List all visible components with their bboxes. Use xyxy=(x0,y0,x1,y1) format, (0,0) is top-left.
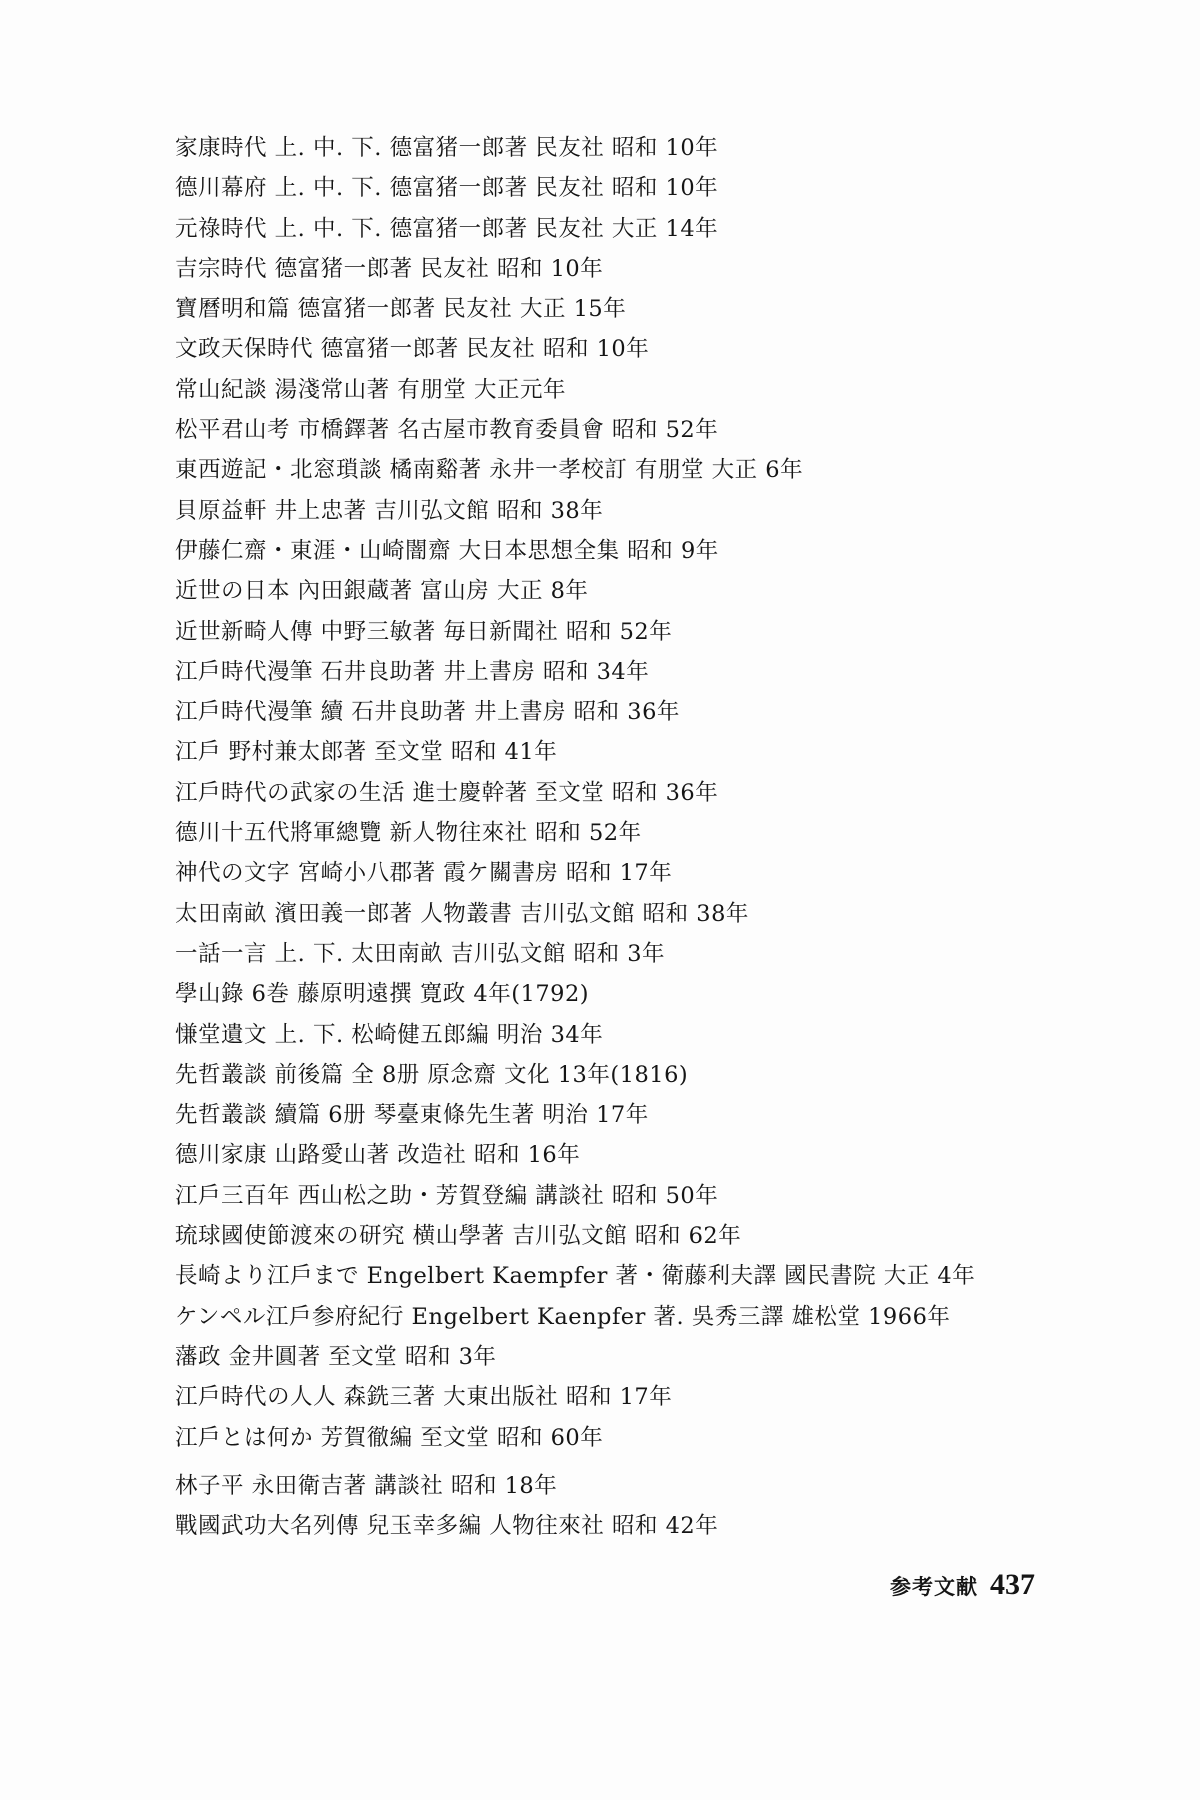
bibliography-entry: 太田南畝 濱田義一郎著 人物叢書 吉川弘文館 昭和 38年 xyxy=(175,900,749,927)
bibliography-entry: 貝原益軒 井上忠著 吉川弘文館 昭和 38年 xyxy=(175,497,604,524)
bibliography-entry: 東西遊記・北窓瑣談 橘南谿著 永井一孝校訂 有朋堂 大正 6年 xyxy=(175,457,804,484)
bibliography-entry: 德川十五代將軍總覽 新人物往來社 昭和 52年 xyxy=(175,820,642,847)
bibliography-list xyxy=(175,128,1075,1546)
bibliography-entry: 一話一言 上. 下. 太田南畝 吉川弘文館 昭和 3年 xyxy=(175,940,666,967)
bibliography-entry: 神代の文字 宮崎小八郡著 霞ケ關書房 昭和 17年 xyxy=(175,860,673,887)
bibliography-entry: 寶曆明和篇 德富猪一郎著 民友社 大正 15年 xyxy=(175,296,627,323)
bibliography-entry: 江戶時代漫筆 石井良助著 井上書房 昭和 34年 xyxy=(175,658,650,685)
bibliography-entry: 先哲叢談 續篇 6册 琴臺東條先生著 明治 17年 xyxy=(175,1102,649,1129)
bibliography-entry: 江戶時代の人人 森銑三著 大東出版社 昭和 17年 xyxy=(175,1384,673,1411)
bibliography-entry: 戰國武功大名列傳 兒玉幸多編 人物往來社 昭和 42年 xyxy=(175,1513,719,1540)
bibliography-entry: 常山紀談 湯淺常山著 有朋堂 大正元年 xyxy=(175,376,566,403)
bibliography-entry: 慊堂遺文 上. 下. 松崎健五郎編 明治 34年 xyxy=(175,1021,604,1048)
bibliography-entry: 琉球國使節渡來の研究 横山學著 吉川弘文館 昭和 62年 xyxy=(175,1223,742,1250)
bibliography-entry: 學山錄 6巻 藤原明遠撰 寛政 4年(1792) xyxy=(175,981,590,1008)
bibliography-entry: 伊藤仁齋・東涯・山崎闇齋 大日本思想全集 昭和 9年 xyxy=(175,537,719,564)
bibliography-entry: 江戶 野村兼太郎著 至文堂 昭和 41年 xyxy=(175,739,558,766)
bibliography-entry: 藩政 金井圓著 至文堂 昭和 3年 xyxy=(175,1343,497,1370)
bibliography-entry: 德川幕府 上. 中. 下. 德富猪一郎著 民友社 昭和 10年 xyxy=(175,175,719,202)
bibliography-entry: 吉宗時代 德富猪一郎著 民友社 昭和 10年 xyxy=(175,255,604,282)
bibliography-entry: 德川家康 山路愛山著 改造社 昭和 16年 xyxy=(175,1142,581,1169)
section-title: 参考文献 xyxy=(890,1574,978,1599)
bibliography-entry: 長崎より江戶まで Engelbert Kaempfer 著・衛藤利夫譯 國民書院 大正 4年 xyxy=(175,1263,976,1290)
bibliography-entry: 先哲叢談 前後篇 全 8册 原念齋 文化 13年(1816) xyxy=(175,1061,689,1088)
bibliography-entry: 近世の日本 內田銀蔵著 富山房 大正 8年 xyxy=(175,578,589,605)
bibliography-entry: 江戶とは何か 芳賀徹編 至文堂 昭和 60年 xyxy=(175,1424,604,1451)
bibliography-entry: 江戶三百年 西山松之助・芳賀登編 講談社 昭和 50年 xyxy=(175,1182,719,1209)
bibliography-entry: 文政天保時代 德富猪一郎著 民友社 昭和 10年 xyxy=(175,336,650,363)
bibliography-entry: 家康時代 上. 中. 下. 德富猪一郎著 民友社 昭和 10年 xyxy=(175,135,719,161)
bibliography-entry: 江戶時代漫筆 續 石井良助著 井上書房 昭和 36年 xyxy=(175,699,680,726)
page-footer xyxy=(890,1568,1035,1602)
bibliography-entry: 近世新畸人傳 中野三敏著 毎日新聞社 昭和 52年 xyxy=(175,618,673,645)
page-number: 437 xyxy=(990,1568,1035,1601)
bibliography-entry: 林子平 永田衛吉著 講談社 昭和 18年 xyxy=(175,1472,558,1499)
bibliography-entry: 江戶時代の武家の生活 進士慶幹著 至文堂 昭和 36年 xyxy=(175,779,719,806)
bibliography-entry: 松平君山考 市橋鐸著 名古屋市教育委員會 昭和 52年 xyxy=(175,417,719,444)
bibliography-entry: 元祿時代 上. 中. 下. 德富猪一郎著 民友社 大正 14年 xyxy=(175,215,719,242)
bibliography-entry: ケンペル江戶参府紀行 Engelbert Kaenpfer 著. 吳秀三譯 雄松堂 1966年 xyxy=(175,1303,951,1330)
